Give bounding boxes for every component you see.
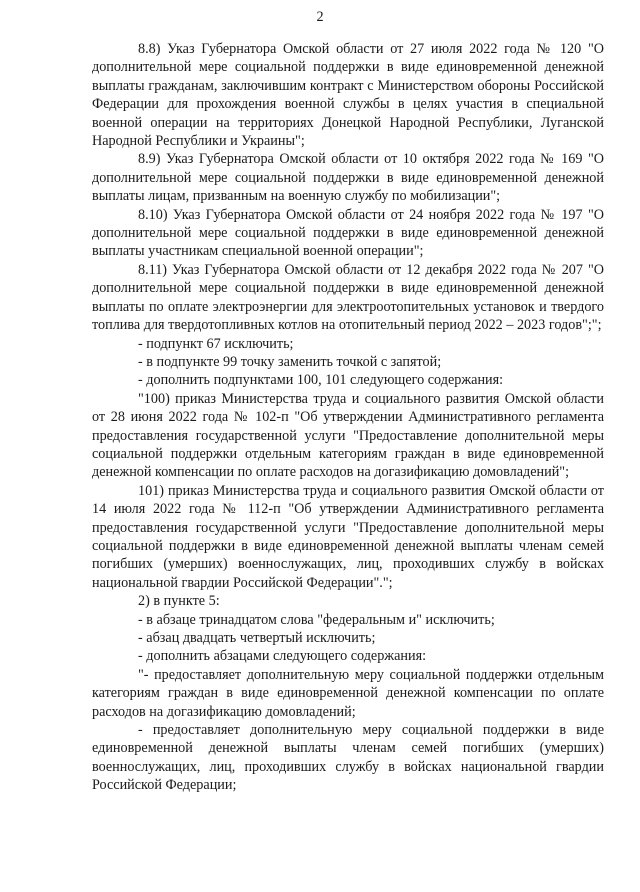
paragraph-add-abz: - дополнить абзацами следующего содержания: <box>138 648 427 665</box>
page-number: 2 <box>316 9 324 25</box>
paragraph-8-10: 8.10) Указ Губернатора Омской области от 24 ноября 2022 года № 197 "О дополнительной мере социальной поддержки в виде единовременной денежной выплаты участникам специальной военной операции"; <box>92 206 604 260</box>
paragraph-add-100-101: - дополнить подпунктами 100, 101 следующего содержания: <box>138 372 504 389</box>
paragraph-8-8: 8.8) Указ Губернатора Омской области от 27 июля 2022 года № 120 "О дополнительной мере социальной поддержки в виде единовременной денежной выплаты гражданам, заключившим контракт с Министерством обороны Российской Федерации для прохождения военной службы в целях участия в специальной военной операции на территориях Донецкой Народной Республики, Луганской Народной Республики и Украины"; <box>92 41 604 150</box>
paragraph-replace-99: - в подпункте 99 точку заменить точкой с запятой; <box>138 353 442 370</box>
paragraph-provides-payment: - предоставляет дополнительную меру социальной поддержки в виде единовременной денежной выплаты членам семей погибших (умерших) военнослужащих, лиц, проходивших службу в войсках национальной гвардии Российской Федерации; <box>92 722 604 794</box>
paragraph-abz-24: - абзац двадцать четвертый исключить; <box>138 630 376 646</box>
paragraph-101: 101) приказ Министерства труда и социального развития Омской области от 14 июля 2022 года № 112-п "Об утверждении Административного регламента предоставления государственной услуги "Предоставление дополнительной меры социальной поддержки в виде единовременной денежной выплаты членам семей погибших (умерших) военнослужащих, лиц, проходивших службу в войсках национальной гвардии Российской Федерации"."; <box>92 482 604 591</box>
paragraph-exclude-67: - подпункт 67 исключить; <box>138 335 294 352</box>
paragraph-point-5: 2) в пункте 5: <box>138 593 220 610</box>
paragraph-abz-13: - в абзаце тринадцатом слова "федеральным и" исключить; <box>138 611 495 628</box>
paragraph-8-11: 8.11) Указ Губернатора Омской области от 12 декабря 2022 года № 207 "О дополнительной мере социальной поддержки в виде единовременной денежной выплаты по оплате электроэнергии для электроотопительных установок и твердого топлива для твердотопливных котлов на отопительный период 2022 – 2023 годов";"; <box>92 261 604 334</box>
document-body <box>92 40 604 795</box>
paragraph-100: "100) приказ Министерства труда и социального развития Омской области от 28 июня 2022 года № 102-п "Об утверждении Административного регламента предоставления государственной услуги "Предоставление дополнительной меры социальной поддержки отдельным категориям граждан в виде единовременной денежной компенсации по оплате расходов на догазификацию домовладений"; <box>92 390 604 481</box>
paragraph-8-9: 8.9) Указ Губернатора Омской области от 10 октября 2022 года № 169 "О дополнительной мере социальной поддержки в виде единовременной денежной выплаты лицам, призванным на военную службу по мобилизации"; <box>92 151 604 205</box>
paragraph-provides-compensation: "- предоставляет дополнительную меру социальной поддержки отдельным категориям граждан в виде единовременной денежной компенсации по оплате расходов на догазификацию домовладений; <box>92 666 604 720</box>
